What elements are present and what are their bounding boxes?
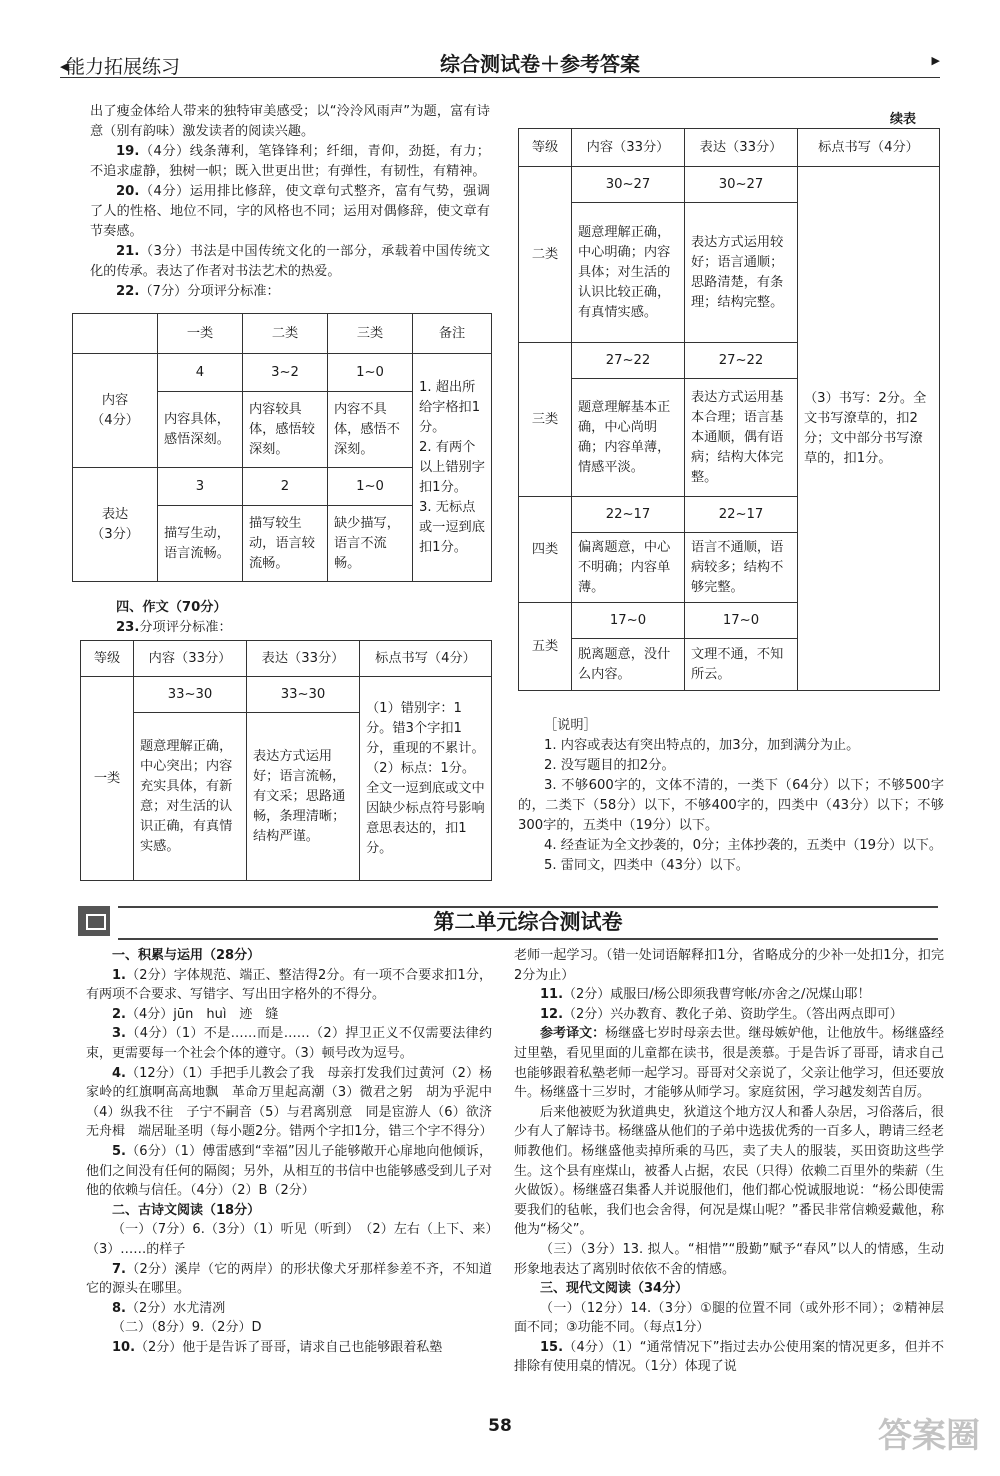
table22-note: 1. 超出所给字格扣1分。 2. 有两个以上错别字扣1分。 3. 无标点或一逗到底扣1分。	[413, 354, 492, 582]
answer-u2-5: 5.（6分）（1）傅雷感到“幸福”因儿子能够敞开心扉地向他倾诉，他们之间没有任何的隔阂；另外，从相互的书信中也能够感受到儿子对他的依赖与信任。（4分）（2）B（2分）	[86, 1143, 492, 1199]
tr-g3-express: 表达方式运用基本合理；语言基本通顺，偶有语病；结构大体完整。	[685, 379, 798, 497]
tr-g3-content-score: 27~22	[572, 343, 685, 379]
question-23: 23.分项评分标准：	[116, 620, 232, 635]
continued-label: 续表	[890, 112, 917, 127]
tr-g2-content-score: 30~27	[572, 167, 685, 203]
answer-u2-3: 3.（4分）（1）不是……而是……（2）捍卫正义不仅需要法律约束，更需要每一个社会个体的遵守。（3）顿号改为逗号。	[86, 1026, 492, 1061]
answer-u2-6: （一）（7分）6.（3分）（1）听见（听到） （2）左右（上下、来） （3）……的样子	[86, 1222, 506, 1257]
table22-header-note: 备注	[413, 314, 492, 354]
table-writing-continued	[518, 128, 940, 691]
book-icon	[78, 906, 110, 936]
unit2-title: 第二单元综合测试卷	[118, 906, 938, 940]
table23-g1-express: 表达方式运用好；语言流畅，有文采；思路通畅，条理清晰；结构严谨。	[247, 713, 360, 881]
tr-g4-content: 偏离题意，中心不明确；内容单薄。	[572, 533, 685, 603]
answer-18-tail: 出了瘦金体给人带来的独特审美感受；以“泠泠风雨声”为题，富有诗意（别有韵味）激发读者的阅读兴趣。	[90, 104, 490, 139]
table23-g1-content: 题意理解正确，中心突出；内容充实具体，有新意；对生活的认识正确，有真情实感。	[134, 713, 247, 881]
note-1: 1. 内容或表达有突出特点的，加3分，加到满分为止。	[544, 738, 860, 753]
table22-express-desc-3: 缺少描写，语言不流畅。	[328, 506, 413, 582]
table22-header-grade1: 一类	[158, 314, 243, 354]
answer-u2-12: 12.（2分）兴办教育、教化子弟、资助学生。（答出两点即可）	[540, 1006, 903, 1022]
tr-grade2: 二类	[519, 167, 572, 343]
table22-express-desc-1: 描写生动，语言流畅。	[158, 506, 243, 582]
table23-header-content: 内容（33分）	[134, 641, 247, 677]
section-3-title: 三、现代文阅读（34分）	[540, 1281, 689, 1297]
table23-header-grade: 等级	[81, 641, 134, 677]
tr-header-express: 表达（33分）	[685, 129, 798, 167]
table22-express-desc-2: 描写较生动，语言较流畅。	[243, 506, 328, 582]
tr-g4-express-score: 22~17	[685, 497, 798, 533]
note-2: 2. 没写题目的扣2分。	[544, 758, 675, 773]
table22-content-score-2: 3~2	[243, 354, 328, 392]
answer-21: 21.（3分）书法是中国传统文化的一部分，承载着中国传统文化的传承。表达了作者对书法艺术的热爱。	[90, 244, 490, 279]
tr-grade3: 三类	[519, 343, 572, 497]
table22-content-score-1: 4	[158, 354, 243, 392]
table22-express-score-3: 1~0	[328, 468, 413, 506]
scoring-notes	[518, 716, 944, 876]
note-4: 4. 经查证为全文抄袭的，0分；主体抄袭的，五类中（19分）以下。	[544, 838, 943, 853]
answer-20: 20.（4分）运用排比修辞，使文章句式整齐，富有气势，强调了人的性格、地位不同，字的风格也不同；运用对偶修辞，使文章有节奏感。	[90, 184, 490, 239]
tr-g5-express: 文理不通，不知所云。	[685, 639, 798, 691]
table22-content-label: 内容 （4分）	[73, 354, 158, 468]
table22-express-score-1: 3	[158, 468, 243, 506]
watermark-logo: 答案圈	[878, 1416, 980, 1456]
answer-22: 22.（7分）分项评分标准：	[116, 284, 280, 299]
tr-punct: （3）书写：2分。全文书写潦草的，扣2分；文中部分书写潦草的，扣1分。	[798, 167, 940, 691]
tr-header-content: 内容（33分）	[572, 129, 685, 167]
tr-g5-express-score: 17~0	[685, 603, 798, 639]
table22-content-desc-1: 内容具体，感悟深刻。	[158, 392, 243, 468]
table22-content-desc-3: 内容不具体，感悟不深刻。	[328, 392, 413, 468]
tr-grade4: 四类	[519, 497, 572, 603]
table23-g1-express-score: 33~30	[247, 677, 360, 713]
table-question-22	[72, 313, 492, 582]
table22-express-label: 表达 （3分）	[73, 468, 158, 582]
unit2-banner	[78, 904, 938, 938]
writing-section	[90, 598, 490, 638]
tr-g3-express-score: 27~22	[685, 343, 798, 379]
notes-title: ［说明］	[544, 718, 597, 733]
answer-19: 19.（4分）线条薄利，笔锋锋利；纤细，青仰，劲挺，有力；不追求虚静，独树一帜；既入世更出世；有弹性，有韧性，有精神。	[90, 144, 490, 179]
tr-g2-express: 表达方式运用较好；语言通顺；思路清楚，有条理；结构完整。	[685, 203, 798, 343]
answer-u2-9: （二）（8分）9.（2分）D	[112, 1320, 262, 1336]
answer-u2-11: 11.（2分）咸服曰/杨公即须我曹穹帐/亦舍之/况煤山耶！	[540, 987, 871, 1003]
answer-u2-4: 4.（12分）（1）手把手儿教会了我 母亲打发我们过黄河（2）杨家岭的红旗啊高高地飘 革命万里起高潮（3）微君之躬 胡为乎泥中（4）纵我不往 子宁不嗣音（5）与君离别意 同是宦游人（6）欲济无舟楫 端居耻圣明（每小题2分。错两个字扣1分，错三个字不得分）	[86, 1065, 493, 1140]
tr-g3-content: 题意理解基本正确，中心尚明确；内容单薄，情感平淡。	[572, 379, 685, 497]
section-1-title: 一、积累与运用（28分）	[112, 948, 261, 963]
table22-header-grade2: 二类	[243, 314, 328, 354]
note-5: 5. 雷同文，四类中（43分）以下。	[544, 858, 749, 873]
answer-u2-7: 7.（2分）溪岸（它的两岸）的形状像犬牙那样参差不齐，不知道它的源头在哪里。	[86, 1261, 492, 1297]
tr-header-grade: 等级	[519, 129, 572, 167]
header-left-title: 能力拓展练习	[66, 56, 181, 78]
tr-g2-content: 题意理解正确，中心明确；内容具体；对生活的认识比较正确，有真情实感。	[572, 203, 685, 343]
header-rule	[60, 77, 940, 78]
tr-g5-content: 脱离题意，没什么内容。	[572, 639, 685, 691]
table23-g1-content-score: 33~30	[134, 677, 247, 713]
left-arrow-icon: ◀	[60, 60, 69, 73]
answer-u2-15: 15.（4分）（1）“通常情况下”指过去办公使用案的情况更多，但并不排除有使用桌的情况。（1分）体现了说	[514, 1339, 944, 1375]
answer-u2-10-tail: 老师一起学习。（错一处词语解释扣1分，省略成分的少补一处扣1分，扣完2分为止）	[514, 948, 944, 983]
unit2-left-answers	[86, 946, 506, 1357]
table23-grade1: 一类	[81, 677, 134, 881]
page-header	[60, 44, 940, 80]
table22-header-grade3: 三类	[328, 314, 413, 354]
answer-u2-1: 1.（2分）字体规范、端正、整洁得2分。有一项不合要求扣1分，有两项不合要求、写错字、写出田字格外的不得分。	[86, 967, 492, 1003]
tr-g5-content-score: 17~0	[572, 603, 685, 639]
tr-header-punct: 标点书写（4分）	[798, 129, 940, 167]
translation-1: 参考译文：杨继盛七岁时母亲去世。继母嫉妒他，让他放牛。杨继盛经过里塾，看见里面的儿童都在读书，很是羡慕。于是告诉了哥哥，请求自己也能够跟着私塾老师一起学习。哥哥对父亲说了，父亲让他学习，但还要放牛。杨继盛十三岁时，才能够从师学习。家庭贫困，学习越发刻苦自厉。	[514, 1026, 944, 1101]
answer-u2-13: （三）（3分）13. 拟人。“相惜”“殷勤”赋予“春风”以人的情感，生动形象地表达了离别时依依不舍的情感。	[514, 1241, 944, 1277]
table22-corner	[73, 314, 158, 354]
table23-g1-punct: （1）错别字：1分。错3个字扣1分，重现的不累计。 （2）标点：1分。全文一逗到底或文中因缺少标点符号影响意思表达的，扣1分。	[360, 677, 492, 881]
table22-content-desc-2: 内容较具体，感悟较深刻。	[243, 392, 328, 468]
note-3: 3. 不够600字的，文体不清的，一类下（64分）以下；不够500字的，二类下（58分）以下，不够400字的，四类中（43分）以下；不够300字的，五类中（19分）以下。	[518, 778, 944, 833]
section-2-title: 二、古诗文阅读（18分）	[112, 1202, 261, 1218]
tr-g4-express: 语言不通顺，语病较多；结构不够完整。	[685, 533, 798, 603]
tr-grade5: 五类	[519, 603, 572, 691]
right-arrow-icon: ▶	[931, 54, 940, 67]
writing-title: 四、作文（70分）	[116, 600, 227, 615]
answer-u2-10: 10.（2分）他于是告诉了哥哥，请求自己也能够跟着私塾	[112, 1339, 443, 1355]
table-question-23	[80, 640, 492, 881]
header-center-title: 综合测试卷＋参考答案	[440, 52, 640, 76]
answer-u2-2: 2.（4分）jūn huì 迹 缝	[112, 1006, 279, 1022]
tr-g2-express-score: 30~27	[685, 167, 798, 203]
page-number: 58	[488, 1416, 512, 1436]
table23-header-express: 表达（33分）	[247, 641, 360, 677]
unit2-right-answers	[514, 946, 944, 1377]
table22-content-score-3: 1~0	[328, 354, 413, 392]
tr-g4-content-score: 22~17	[572, 497, 685, 533]
table22-express-score-2: 2	[243, 468, 328, 506]
table23-header-punct: 标点书写（4分）	[360, 641, 492, 677]
translation-2: 后来他被贬为狄道典史，狄道这个地方汉人和番人杂居，习俗落后，很少有人了解诗书。杨继盛从他们的子弟中选拔优秀的一百多人，聘请三经老师教他们。杨继盛他卖掉所乘的马匹，卖了夫人的服装，买田资助这些学生。这个县有座煤山，被番人占据，农民（只得）依赖二百里外的柴薪（生火做饭）。杨继盛召集番人并说服他们，他们都心悦诚服地说：“杨公即使需要我们的毡帐，我们也会舍得，何况是煤山呢？”番民非常信赖爱戴他，称他为“杨父”。	[514, 1104, 944, 1238]
answer-u2-14: （一）（12分）14.（3分）①腿的位置不同（或外形不同）；②精神层面不同；③功能不同。（每点1分）	[514, 1300, 944, 1336]
answer-u2-8: 8.（2分）水尤清冽	[112, 1300, 226, 1316]
left-top-answers	[90, 102, 490, 302]
